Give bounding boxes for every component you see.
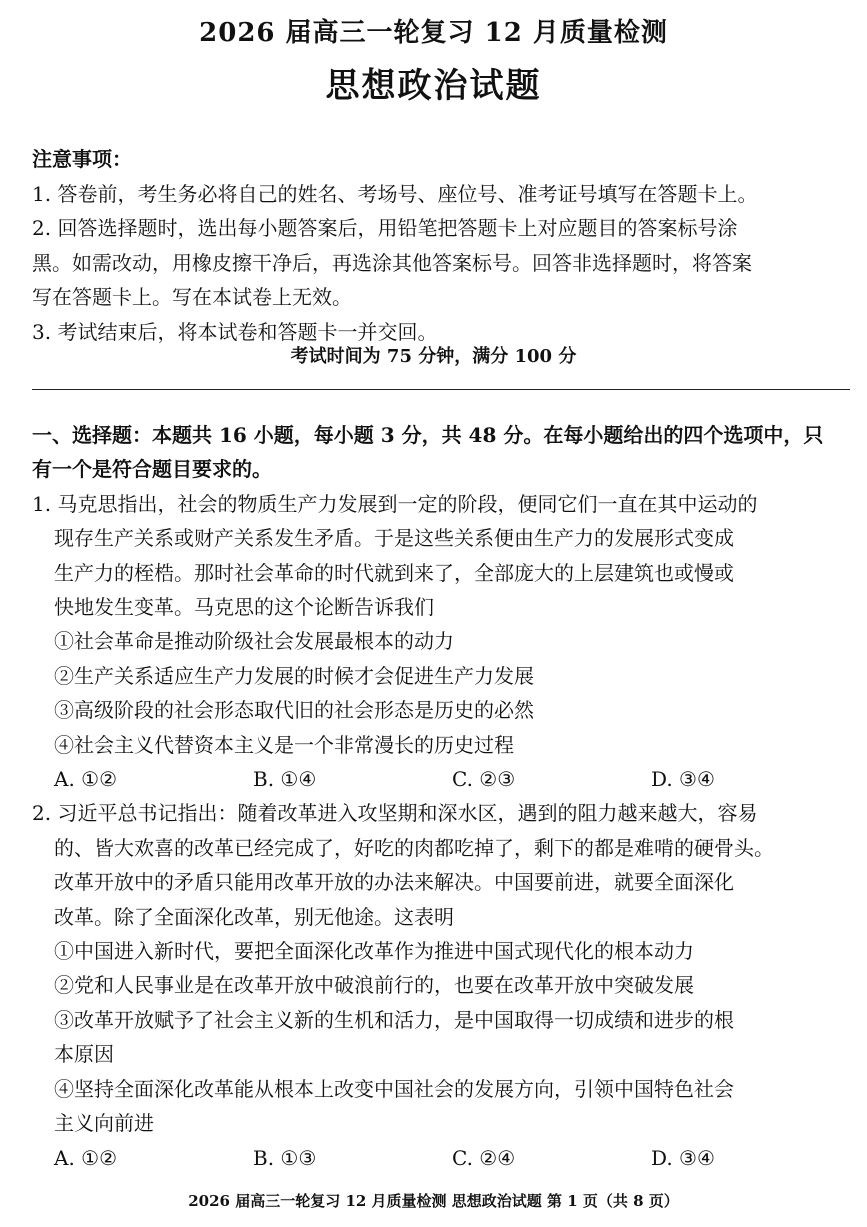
- notes-item: 3. 考试结束后，将本试卷和答题卡一并交回。: [32, 319, 438, 344]
- notes-heading: 注意事项：: [32, 147, 132, 171]
- question-stem: 1. 马克思指出，社会的物质生产力发展到一定的阶段，便同它们一直在其中运动的: [32, 491, 758, 516]
- statement: ④社会主义代替资本主义是一个非常漫长的历史过程: [54, 732, 514, 757]
- questions-section: [32, 418, 852, 1175]
- question-2: [32, 796, 852, 1174]
- choice-d: D. ③④: [651, 767, 715, 792]
- notes-item: 1. 答卷前，考生务必将自己的姓名、考场号、座位号、准考证号填写在答题卡上。: [32, 181, 758, 206]
- question-stem: 改革开放中的矛盾只能用改革开放的办法来解决。中国要前进，就要全面深化: [54, 870, 734, 895]
- notes-section: [32, 142, 850, 349]
- question-stem: 现存生产关系或财产关系发生矛盾。于是这些关系便由生产力的发展形式变成: [54, 526, 734, 551]
- question-stem: 2. 习近平总书记指出：随着改革进入攻坚期和深水区，遇到的阻力越来越大，容易: [32, 801, 758, 826]
- exam-title: 2026 届高三一轮复习 12 月质量检测: [199, 18, 668, 48]
- exam-time-info: 考试时间为 75 分钟，满分 100 分: [290, 346, 577, 367]
- question-stem: 生产力的桎梏。那时社会革命的时代就到来了，全部庞大的上层建筑也或慢或: [54, 560, 734, 585]
- question-stem: 的、皆大欢喜的改革已经完成了，好吃的肉都吃掉了，剩下的都是难啃的硬骨头。: [54, 835, 774, 860]
- choice-a: A. ①②: [54, 1145, 118, 1170]
- statement: 本原因: [54, 1042, 114, 1067]
- subject-title: 思想政治试题: [325, 66, 542, 106]
- answer-choices: [32, 1141, 852, 1175]
- choice-c: C. ②④: [452, 1145, 516, 1170]
- statement: ①中国进入新时代，要把全面深化改革作为推进中国式现代化的根本动力: [54, 939, 694, 964]
- question-1: [32, 487, 852, 797]
- choice-a: A. ①②: [54, 767, 118, 792]
- statement: ②党和人民事业是在改革开放中破浪前行的，也要在改革开放中突破发展: [54, 973, 694, 998]
- statement: 主义向前进: [54, 1111, 154, 1136]
- statement: ③改革开放赋予了社会主义新的生机和活力，是中国取得一切成绩和进步的根: [54, 1007, 734, 1032]
- statement: ③高级阶段的社会形态取代旧的社会形态是历史的必然: [54, 698, 534, 723]
- divider: [32, 389, 850, 390]
- page-footer: 2026 届高三一轮复习 12 月质量检测 思想政治试题 第 1 页（共 8 页）: [188, 1192, 679, 1210]
- question-stem: 快地发生变革。马克思的这个论断告诉我们: [54, 595, 434, 620]
- choice-b: B. ①③: [253, 1145, 317, 1170]
- answer-choices: [32, 762, 852, 796]
- choice-d: D. ③④: [651, 1145, 715, 1170]
- statement: ④坚持全面深化改革能从根本上改变中国社会的发展方向，引领中国特色社会: [54, 1076, 734, 1101]
- section-title: 一、选择题：本题共 16 小题，每小题 3 分，共 48 分。在每小题给出的四个选项中，只: [32, 423, 824, 447]
- question-stem: 改革。除了全面深化改革，别无他途。这表明: [54, 904, 454, 929]
- notes-item: 写在答题卡上。写在本试卷上无效。: [32, 285, 352, 309]
- statement: ①社会革命是推动阶级社会发展最根本的动力: [54, 629, 454, 654]
- notes-item: 2. 回答选择题时，选出每小题答案后，用铅笔把答题卡上对应题目的答案标号涂: [32, 216, 738, 240]
- notes-item: 黑。如需改动，用橡皮擦干净后，再选涂其他答案标号。回答非选择题时，将答案: [32, 250, 752, 275]
- section-title: 有一个是符合题目要求的。: [32, 457, 272, 482]
- statement: ②生产关系适应生产力发展的时候才会促进生产力发展: [54, 663, 534, 688]
- choice-c: C. ②③: [452, 767, 516, 792]
- choice-b: B. ①④: [253, 767, 317, 792]
